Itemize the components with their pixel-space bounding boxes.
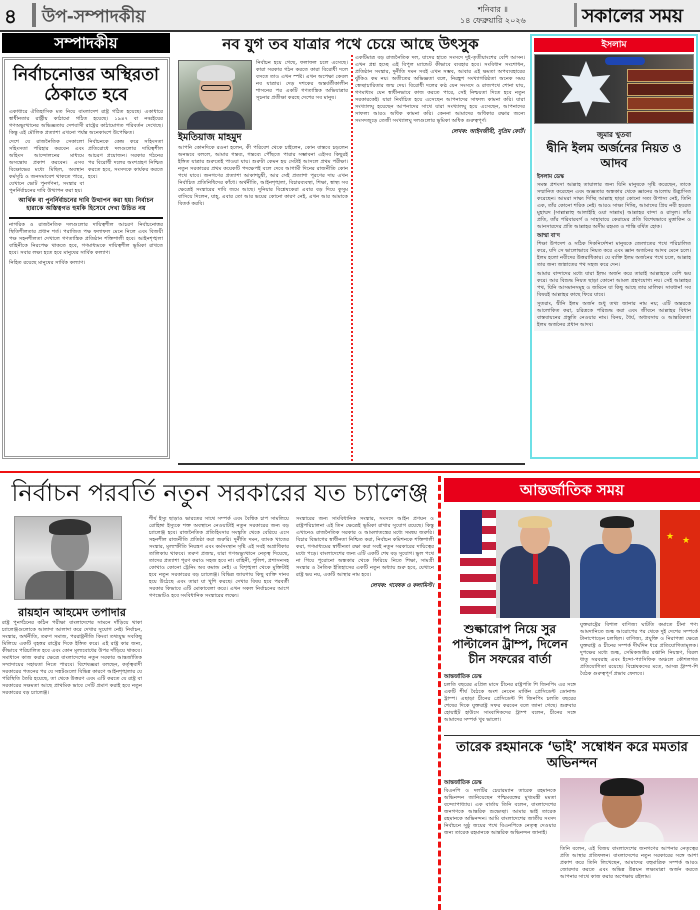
trump-xi-photo: ★ ★ (460, 510, 700, 618)
international-story-2-title: তারেক রহমানকে ‘ভাই’ সম্বোধন করে মমতার অভিনন্দন (456, 740, 688, 771)
international-story-1-text: চলতি বছরের এপ্রিল মাসে চীনের রাষ্ট্রপতি শি জিনপিং এর সঙ্গে একটি শীর্ষ বৈঠকে অংশ নেবেন মার্কিন প্রেসিডেন্ট ডোনাল্ড ট্রাম্প। এছাড়া চীনের প্রেসিডেন্ট শি জিনপিং চলতি বছরের শেষের দিকে যুক্তরাষ্ট্র সফর করবেন বলে জানা গেছে। শুক্রবার হোয়াইট হাউসে সাংবাদিকদের ট্রাম্প বলেন, চীনের সঙ্গে আমাদের সম্পর্ক খুব ভালো। (444, 682, 576, 723)
islam-para-4: সুতরাং, দ্বীনি ইলম অর্জন শুধু তথ্য জানার নাম নয়; এটি অন্তরকে আলোকিত করা, চরিত্রকে পরিশুদ্ধ করা এবং জীবনে আল্লাহর বিধান বাস্তবায়নের প্রস্তুতি নেওয়ার নাম। বিনয়, ধৈর্য, অধ্যবসায় ও আন্তরিকতা ইলম অর্জনের প্রধান আদব। (537, 301, 691, 328)
main-article-title: নির্বাচন পরবর্তি নতুন সরকারের যত চ্যালেঞ্জ (11, 479, 429, 507)
editorial-right-col: নির্বাচনকে কেন্দ্র করে সহিংসতা প্রতিরোধে দলগুলোর দায়িত্বশীল আচরণ প্রয়োজন। সরকার গঠনের পর বিরোধী দলের অংশগ্রহণ নিশ্চিত করতে হবে, সংসদকে কার্যকর করতে হবে। (88, 139, 163, 180)
page-number: ৪ (4, 4, 17, 28)
islam-box (530, 34, 698, 459)
editorial-body: নাগরিক ও রাজনৈতিক দলগুলোর দায়িত্বশীল আচরণ নির্বাচনোত্তর স্থিতিশীলতার প্রধান শর্ত। পরাজিত পক্ষ ফলাফল মেনে নিলে এবং বিজয়ী পক্ষ সহনশীলতা দেখালে গণতান্ত্রিক প্রতিষ্ঠান শক্তিশালী হবে। আইনশৃঙ্খলা বাহিনীকে নিরপেক্ষ থাকতে হবে, গণমাধ্যমকে দায়িত্বশীল ভূমিকা রাখতে হবে। সবার লক্ষ্য হতে হবে মানুষের সার্বিক কল্যাণ। (9, 222, 163, 256)
day-label: শনিবার ॥ (477, 5, 508, 14)
international-tag: আন্তর্জাতিক সময় (444, 478, 700, 502)
international-story-2-desk: আন্তর্জাতিক ডেস্ক (444, 780, 482, 786)
international-story-1-continued: যুক্তরাষ্ট্রের বিশাল বাণিজ্য ঘাটতি কমাতে চীনা পণ্য আমদানিতে শুল্ক আরোপের পর থেকে দুই দেশের সম্পর্কে টানাপোড়েন চলছিল। বাণিজ্য, প্রযুক্তি ও নিরাপত্তা ক্ষেত্রে যুক্তরাষ্ট্র ও চীনের সম্পর্ক দীর্ঘদিন ধরে প্রতিযোগিতামূলক। দুপক্ষের মধ্যে শুল্ক, সেমিকন্ডাক্টর রপ্তানি নিয়ন্ত্রণ, বিরল ধাতু সরবরাহ এবং ইন্দো-প্যাসিফিক অঞ্চলে কৌশলগত প্রতিযোগিতা রয়েছে। বিশ্লেষকদের মতে, আসন্ন ট্রাম্প-শি বৈঠক গুরুত্বপূর্ণ প্রভাব ফেলবে। (580, 622, 698, 677)
main-article-col-3 (296, 516, 434, 591)
international-story-1-title: শুল্কারোপ নিয়ে সুর পাল্টালেন ট্রাম্প, দিলেন চীন সফরের বার্তা (452, 622, 568, 666)
date-label: ১৪ ফেব্রুয়ারি ২০২৬ (460, 16, 526, 25)
feature-col-a: নির্বাচন হয়ে গেছে, ফলাফল চলে এসেছে। কারা সরকার গঠন করতে কারা বিরোধী দলে বসতে তাও এখন স্পষ্ট। এখন অপেক্ষা কেবল নব যাত্রার। দেড় দশকের অন্তর্বর্তীকালীন শাসনের পর একটি গণতান্ত্রিক অভিযাত্রার সূচনার প্রতীক্ষা করছে দেশের সব মানুষ। (256, 60, 348, 101)
mamata-photo (560, 778, 698, 842)
international-rule (444, 735, 700, 736)
brand-divider (574, 3, 577, 27)
islam-para-2: শিক্ষা উপদেশ ও সঠিক দিকনির্দেশনা মানুষকে জেলাতের পথে পরিচালিত করে, যদি সে ভালোভাবে নিয়ত করে এবং জ্ঞান অর্জনের আদব মেনে চলে। ইলম হলো নবীদের উত্তরাধিকার। যে ব্যক্তি ইলম অর্জনের পথে চলে, আল্লাহ তার জন্য জান্নাতের পথ সহজ করে দেন। (537, 241, 691, 268)
islam-title: দ্বীনি ইলম অর্জনের নিয়ত ও আদব (546, 141, 682, 170)
masthead (0, 0, 700, 30)
islam-photo (534, 54, 694, 124)
section-divider (438, 476, 441, 910)
international-story-2-body (444, 778, 556, 837)
column-divider (351, 55, 353, 465)
editorial-tag: সম্পাদকীয় (2, 33, 170, 53)
author-photo (178, 60, 252, 130)
main-article-author: রায়হান আহমেদ তপাদার (18, 606, 126, 619)
international-story-1-desk: আন্তর্জাতিক ডেস্ক (444, 674, 482, 680)
feature-col-b-text: একটিমাত্র বড় রাজনৈতিক দল, যাদের হাতে সংসদে দুই-তৃতীয়াংশের বেশি আসন। এখন প্রশ্ন হচ্ছে এই বিপুল ম্যান্ডেট কীভাবে ব্যবহার হবে। সংবিধান সংশোধন, প্রতিষ্ঠান সংস্কার, দুর্নীতি দমন সবই এখন সম্ভব, আবার এই ক্ষমতা অপব্যবহারের ঝুঁকিও কম নয়। অতীতের অভিজ্ঞতা বলে, নিরঙ্কুশ সংখ্যাগরিষ্ঠতা অনেক সময় স্বেচ্ছাচারিতার জন্ম দেয়। বিরোধী দলের কণ্ঠ যেন সংসদে ও রাজপথে শোনা যায়, গণমাধ্যম যেন স্বাধীনভাবে কাজ করতে পারে, সেই নিশ্চয়তা দিতে হবে নতুন সরকারকেই। যারা নির্বাচিত হয়ে এসেছেন আপনাদের সাফল্য কামনা করি। যারা সংখ্যালঘু হয়েছেন আপনাদের সাথে যারা সংখ্যালঘু হয়ে এসেছেন, আপনাদের সাফল্য আরও অধিক কামনা করি। কেননা আমাদের অধিকার রক্ষার জন্যে সংসদজুড়ে তেজী সংখ্যালঘু দলগুলোর ভূমিকা অধিক গুরুত্বপূর্ণ। (355, 55, 525, 124)
islam-article (534, 124, 694, 331)
newspaper-logo: সকালের সময় (582, 5, 683, 27)
editorial-title: নির্বাচনোত্তর অস্থিরতা ঠেকাতে হবে (13, 65, 159, 105)
international-story-1-body (444, 672, 576, 724)
date-block (460, 4, 526, 26)
editorial-columns (9, 139, 163, 195)
feature-byline: লেখক: আইনজীবী, সুপ্রিম কোর্ট। (451, 129, 525, 135)
islam-desk: ইসলাম ডেস্ক (537, 174, 564, 180)
international-story-2-continued: তিনি বলেন, এই বিজয় বাংলাদেশের জনগণের আপনার নেতৃত্বের প্রতি আস্থার প্রতিফলন। বাংলাদেশের নতুন সরকারের সঙ্গে আশা প্রকাশ করে তিনি লিখেছেন, আমাদের বহুমাত্রিক সম্পর্ক আরও জোরদার করতে এবং অভিন্ন উন্নয়ন লক্ষ্যমাত্রা অর্জন করতে আপনার সাথে কাজ করার অপেক্ষায় রইলাম। (560, 846, 698, 880)
main-article-byline: লেখক: গবেষক ও কলামিস্ট। (370, 583, 434, 589)
editorial-pullquote: আর্থিক বা পুনর্নির্বাচনের দাবি উত্থাপন করা হয়। নির্বাচন হারাকে অস্তিত্বগত হুমকি হিসেবে দেখা উচিত নয় (9, 197, 163, 219)
main-article-col-1: রাষ্ট্র পুনর্গঠনের কঠিন পরীক্ষা বাংলাদেশের সামনে দাঁড়িয়ে থাকা চ্যালেঞ্জগুলোকে আলাদা আলাদা করে দেখার সুযোগ নেই। নির্বাচন, সংস্কার, অর্থনীতি, তরুণ সমাজ, পররাষ্ট্রনীতি কিংবা তথ্যযুদ্ধ সবকিছু মিলিয়ে একটি বৃহত্তর রাষ্ট্রের দিকে ইঙ্গিত করে। এই রাষ্ট্র কার জন্য, কীভাবে পরিচালিত হবে এবং কোন মূল্যবোধের উপর দাঁড়িয়ে থাকবে। সমাধানে কাজ করার ক্ষেত্রে বাংলাদেশের নতুন সরকার আন্তর্জাতিক সম্প্রদায়ের সহায়তা নিতে পারবে। বিশেষজ্ঞরা বলছেন, কর্তৃত্ববাদী সরকারের পতনের পর যে সঙ্কটগুলো বিভিন্ন কারণে আইনশৃঙ্খলার যে পরিস্থিতি তৈরি হয়েছে, তা থেকে উত্তরণ এবং এটি করতে যে রাষ্ট্র বা সরকারের সক্ষমতা আছে প্রাথমিক ভাবে সেটি প্রমাণ করাই হবে নতুন সরকারের বড় চ্যালেঞ্জ। (2, 620, 143, 696)
editorial-closing: নিহিত রয়েছে মানুষের সার্বিক কল্যাণ। (9, 260, 86, 266)
islam-tag: ইসলাম (534, 38, 694, 52)
feature-author: ইমতিয়াজ মাহমুদ (178, 132, 242, 143)
islam-head-2: আম্মা বা'দ (537, 233, 560, 239)
editorial-left-col: দেশে যে রাজনৈতিক সেকালো সহিংসতা পরিহার করবেন এবং অহিংস আন্দোলনের মাধ্যমে অসন্তোষ প্রকাশ করবেন। এসব বিক্ষোভের মধ্যে মিছিল, অবস্থান কর্মসূচি ও জনসমাবেশ থাকতে পারে, যেখানে ভোট পুনর্গণনা, সংস্কার বা পুনর্নির্বাচনের দাবি উত্থাপন করা হয়। (9, 139, 84, 194)
international-story-2-text: বিএনপি ও দলটির চেয়ারম্যান তারেক রহমানকে অভিনন্দন জানিয়েছেন পশ্চিমবঙ্গের মুখ্যমন্ত্রী মমতা বন্দ্যোপাধ্যায়। এক বার্তায় তিনি বলেন, বাংলাদেশের জনগণকে আন্তরিক শুভেচ্ছা। আমার ভাই তারেক রহমানকে অভিনন্দন। আমি বাংলাদেশের জাতীয় সংসদ নির্বাচনে সুষ্ঠু জয়ের পথে বিএনপিকে নেতৃত্ব দেওয়ার জন্য তারেক রহমানকে আন্তরিক অভিনন্দন জানাই। (444, 788, 556, 836)
islam-para-1: সমস্ত প্রশংসা আল্লাহ তায়ালার জন্য যিনি মানুষকে সৃষ্টি করেছেন, তাকে সম্মানিত করেছেন এবং অজ্ঞতার অন্ধকার থেকে জ্ঞানের আলোয় উদ্ভাসিত করেছেন। আমরা সাক্ষ্য দিচ্ছি আল্লাহ ছাড়া কোনো সত্য উপাস্য নেই, তিনি এক, তাঁর কোনো শরিক নেই। আরও সাক্ষ্য দিচ্ছি, আমাদের প্রিয় নবী হযরত মুহাম্মদ (সাল্লাল্লাহু আলাইহি ওয়া সাল্লাম) আল্লাহর বান্দা ও রাসুল। তাঁর প্রতি, তাঁর পরিবারবর্গ ও সাহাবায়ে কেরামের প্রতি বিশেষভাবে মুত্তাকিন ও আনসারদের প্রতি আল্লাহর অসীম রহমত ও শান্তি বর্ষিত হোক। (537, 182, 691, 230)
main-article-col-3-text: সংস্কারের জন্য সাংবিধানিক সংস্কার, সংসদে আইন প্রণয়ন ও রাষ্ট্রপরিচালনা এই তিন ক্ষেত্রেই ভূমিকা রাখার সুযোগ রয়েছে। কিন্তু এখানেও রাজনৈতিক সরকার ও আমলাতন্ত্রের মধ্যে সমন্বয় জরুরি। বিচার বিভাগের স্বাধীনতা নিশ্চিত করা, নির্বাচন কমিশনকে শক্তিশালী করা, গণমাধ্যমের স্বাধীনতা রক্ষা করা সবই নতুন সরকারের দায়িত্বের মধ্যে পড়ে। বাংলাদেশের জন্য এটি একটি শেষ বড় সুযোগ। ভুল পথে না গিয়ে পুরোনো অন্ধকার থেকে ফিরিয়ে নিতে শিক্ষা, সামগ্রী সংস্কার ও নৈতিক ইতিহাসের একটি নতুন অধ্যায় শুরু হবে, যেখানে রাষ্ট্র ভয় নয়, একটি আস্থার নাম হবে। (296, 516, 434, 578)
feature-title: নব যুগ তব যাত্রার পথে চেয়ে আছে উৎসুক (222, 35, 479, 53)
main-author-photo (14, 516, 122, 600)
islam-subtitle: জুমার খুতবা (596, 131, 632, 139)
islam-para-3: আমার বান্দাদের মধ্যে যারা ইলম অর্জন করে তারাই আল্লাহকে বেশি ভয় করে। আর বিশুদ্ধ নিয়ত ছাড়া কোনো আমল গ্রহণযোগ্য নয়। সেই আল্লাহর পথ, যিনি আসমানসমূহ ও জমিনে যা কিছু আছে তার মালিক। সাবধান! সব বিষয়ই আল্লাহর কাছে ফিরে যাবে। (537, 271, 691, 298)
main-article-col-2: শীর্ষ ইস্যু ছাড়াও ভারতের সাথে সম্পর্ক এবং বৈশ্বিক চাপ সামলিয়ে রোহিঙ্গা ইস্যুকে শক্ত অবস্থানে নেওয়াটাই নতুন সরকারের জন্য বড় চ্যালেঞ্জ হবে। রাজনৈতিক প্রতিহিংসার সংস্কৃতি থেকে বেরিয়ে এসে সহনশীল রাজনীতি প্রতিষ্ঠা করা জরুরি। দুর্নীতি দমন, ব্যাংক খাতের সংস্কার, মূল্যস্ফীতি নিয়ন্ত্রণ এবং কর্মসংস্থান সৃষ্টি এই সবই অগ্রাধিকার তালিকায় থাকবে। তরুণ প্রজন্ম, যারা গণঅভ্যুত্থানে নেতৃত্ব দিয়েছে, তাদের প্রত্যাশা পূরণ করাও সহজ হবে না। বাহিনী, পুলিশ, প্রশাসনসহ কোথাও কোনো ট্রেনিং অব কমান্ড নেই। এ বিশৃঙ্খলা থেকে মুক্তিটাই হবে নতুন সরকারের বড় চ্যালেঞ্জ। বিভিন্ন জায়গায় কিছু ব্যক্তি দানব হয়ে উঠেছে এবং তারা যা খুশি করছে। দেখার বিষয় হবে পরবর্তী সরকার কিভাবে এটি মোকাবেলা করে। এখন সকল নির্বাচনের আগে গণভোটও হবে সংবিধানিক সংস্কারের লক্ষ্যে। (149, 516, 289, 599)
feature-rule (178, 463, 525, 465)
editorial-intro: একাধারে ঐতিহাসিক মত নিয়ে বাংলাদেশ রাষ্ট্র গঠিত হয়েছে। একাধারে স্বাধীনতার রাষ্ট্রীয় কাঠামো গঠিত হয়েছে। ১৯৪৭ বা নব্বইয়ের গণঅভ্যুত্থানের অভিজ্ঞতায় দেশবাসী রাষ্ট্রের কাঠামোগত পরিবর্তন দেখেছে। কিন্তু এই মৌলিক প্রত্যাশা এখনো পর্যন্ত অনেকাংশে উপেক্ষিত। (9, 109, 163, 136)
masthead-divider (32, 3, 36, 27)
section-name: উপ-সম্পাদকীয় (42, 7, 146, 27)
feature-body-a: আপনি কোনদিকে রওনা হলেন, কী পরিবেশ থেকে চাইলেন, কোন বাস্তবে চড়লেন অনভবে বললে, আমার গন্তব্য, গন্তব্যে পৌঁছতে পারার সম্ভাবনা এইসব কিছুরই ইঙ্গিত যাত্রার শুরুতেই পাওয়া যায়। শুরুটা কেমন হয় সেটাই আসলে প্রথম পরীক্ষা। নতুন সরকারের প্রথম কয়েকটি পদক্ষেপই বলে দেবে আগামী দিনের রাজনীতি কোন পথে যাবে। জনগণের প্রত্যাশা আকাশচুম্বী, আর সেই প্রত্যাশা পূরণের দায় এখন নির্বাচিত প্রতিনিধিদের কাঁধে। অর্থনীতি, আইনশৃঙ্খলা, বিচারব্যবস্থা, শিক্ষা, স্বাস্থ্য সব ক্ষেত্রেই সংস্কারের দাবি জমে আছে। দুনিয়ার বিশ্লেষকেরা এবার বড় দিয়ে কুসুম বাসিয়ে দিলেন, যাহ্‌, এবার তো আর ভয়ের কোনো কারণ নেই, এখন আর আমাকে বিতর্ক করবি। (178, 145, 348, 207)
section-separator (0, 471, 700, 473)
masthead-rule (0, 30, 700, 32)
editorial-box (2, 57, 170, 459)
feature-col-b (355, 55, 525, 137)
